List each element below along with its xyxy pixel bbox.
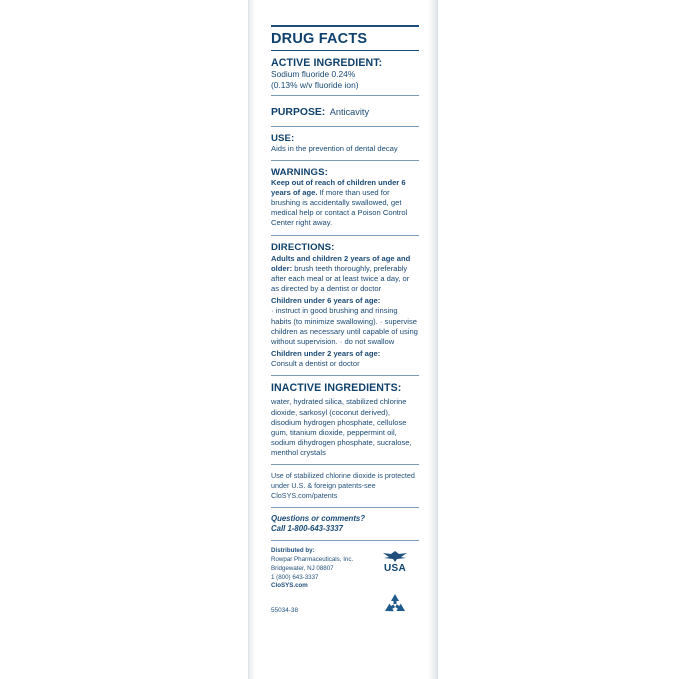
section-directions xyxy=(271,240,419,373)
active-ingredient-heading: ACTIVE INGREDIENT: xyxy=(271,57,383,69)
section-use xyxy=(271,131,419,157)
patent-note-text: Use of stabilized chlorine dioxide is protected under U.S. & foreign patents-see CloSYS.com/patents xyxy=(271,471,415,500)
questions-line-2: Call 1-800-643-3337 xyxy=(271,524,343,534)
section-active-ingredient xyxy=(271,55,419,92)
active-ingredient-line-1: Sodium fluoride 0.24% xyxy=(271,69,356,79)
inactive-ingredients-text: water, hydrated silica, stabilized chlorine dioxide, sarkosyl (coconut derived), disodium hydrogen phosphate, cellulose gum, titanium dioxide, peppermint oil, sodium dihydrogen phosphate, sucralose, menthol crystals xyxy=(271,397,412,458)
directions-under6-lead: Children under 6 years of age: xyxy=(271,296,381,306)
distributor-line-2: Bridgewater, NJ 08807 xyxy=(271,564,334,572)
questions-line-1: Questions or comments? xyxy=(271,513,366,523)
product-carton xyxy=(248,0,438,679)
divider-warnings xyxy=(271,235,419,236)
directions-adults-body: brush teeth thoroughly, preferably after each meal or at least twice a day, or as directed by a dentist or doctor xyxy=(271,263,410,294)
divider-active-ingredient xyxy=(271,95,419,96)
distributor-line-3: 1 (800) 643-3337 xyxy=(271,573,319,581)
directions-under6-body: · instruct in good brushing and rinsing habits (to minimize swallowing). · supervise children as necessary until capable of using without supervision. · do not swallow xyxy=(271,306,418,346)
lot-code: 55034-38 xyxy=(271,606,299,614)
inactive-ingredients-heading: INACTIVE INGREDIENTS: xyxy=(271,382,402,395)
section-questions xyxy=(271,512,419,538)
directions-heading: DIRECTIONS: xyxy=(271,241,335,253)
directions-under2-lead: Children under 2 years of age: xyxy=(271,349,381,359)
section-patent-note xyxy=(271,469,419,503)
divider-directions xyxy=(271,375,419,376)
divider-inactive-ingredients xyxy=(271,464,419,465)
warnings-body: If more than used for brushing is accidentally swallowed, get medical help or contact a Poison Control Center right away. xyxy=(271,187,408,228)
directions-group-under6 xyxy=(271,296,419,347)
directions-under2-body: Consult a dentist or doctor xyxy=(271,359,360,369)
usa-label: USA xyxy=(383,563,406,575)
use-text: Aids in the prevention of dental decay xyxy=(271,143,398,153)
distributor-website: CloSYS.com xyxy=(271,582,308,590)
divider-purpose xyxy=(271,126,419,127)
directions-adults-lead: Adults and children 2 years of age and older: xyxy=(271,253,411,273)
section-warnings xyxy=(271,165,419,232)
warnings-text xyxy=(271,178,419,229)
distributor-block xyxy=(271,547,366,590)
directions-group-under2 xyxy=(271,349,419,369)
divider-questions xyxy=(271,540,419,541)
divider-top xyxy=(271,25,419,27)
mark-group xyxy=(373,549,417,616)
directions-group-adults xyxy=(271,254,419,295)
distributor-label: Distributed by: xyxy=(271,547,315,555)
distributor-line-1: Rowpar Pharmaceuticals, Inc. xyxy=(271,556,354,564)
purpose-value: Anticavity xyxy=(329,106,370,117)
use-heading: USE: xyxy=(271,132,295,144)
divider-title xyxy=(271,50,419,51)
divider-use xyxy=(271,160,419,161)
warnings-heading: WARNINGS: xyxy=(271,166,328,178)
warnings-bold-lead: Keep out of reach of children under 6 years of age. xyxy=(271,177,406,197)
divider-patent-note xyxy=(271,507,419,508)
section-inactive-ingredients xyxy=(271,380,419,461)
active-ingredient-line-2: (0.13% w/v fluoride ion) xyxy=(271,80,359,91)
drug-facts-panel xyxy=(271,22,419,658)
page-title: DRUG FACTS xyxy=(271,31,368,47)
recycle-icon xyxy=(373,592,417,616)
section-purpose xyxy=(271,100,419,123)
section-distributor xyxy=(271,547,419,613)
purpose-heading: PURPOSE: xyxy=(271,106,326,118)
